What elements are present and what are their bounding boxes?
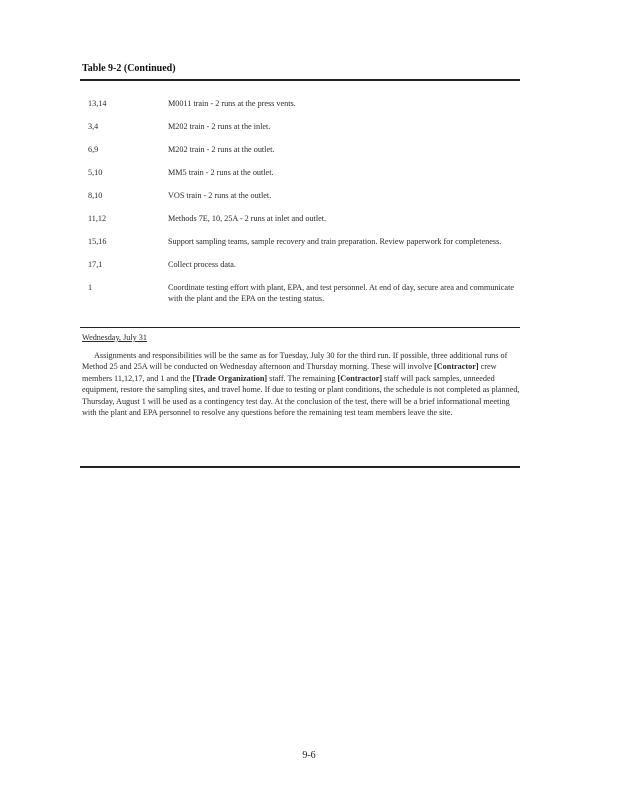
bottom-rule <box>80 466 520 468</box>
contractor-placeholder: [Contractor] <box>434 362 479 372</box>
assignment-text: MM5 train - 2 runs at the outlet. <box>168 168 274 177</box>
table-row <box>88 213 520 224</box>
top-rule <box>80 79 520 81</box>
table-row <box>88 144 520 155</box>
assignment-text: Coordinate testing effort with plant, EPA, and test personnel. At end of day, secure area and communicate with the plant and the EPA on the testing status. <box>168 283 514 303</box>
assignment-text: M0011 train - 2 runs at the press vents. <box>168 99 296 108</box>
crew-numbers: 6,9 <box>88 145 99 154</box>
crew-numbers: 1 <box>88 283 93 292</box>
crew-numbers: 15,16 <box>88 237 107 246</box>
text-run: staff will pack samples, unneeded equipment, restore the sampling sites, and travel home. If due to testing or plant conditions, the schedule is not completed as planned, Thursday, August 1 will be used as a contingency test day. At the conclusion of the test, there will be a brief informational meeting with the plant and EPA personnel to resolve any questions before the remaining test team members leave the site. <box>82 373 520 418</box>
section-paragraph <box>82 350 520 418</box>
assignment-table <box>88 98 520 304</box>
assignment-text: Collect process data. <box>168 260 236 269</box>
assignment-text: M202 train - 2 runs at the inlet. <box>168 122 271 131</box>
text-run: staff. The remaining <box>267 373 338 383</box>
table-row <box>88 190 520 201</box>
text-run: crew members 11,12,17, and 1 and the <box>82 362 497 383</box>
crew-numbers: 3,4 <box>88 122 99 131</box>
crew-numbers: 11,12 <box>88 214 107 223</box>
crew-numbers: 8,10 <box>88 191 103 200</box>
table-row <box>88 236 520 247</box>
section-heading: Wednesday, July 31 <box>82 333 147 342</box>
crew-numbers: 13,14 <box>88 99 107 108</box>
crew-numbers: 5,10 <box>88 168 103 177</box>
paragraph-text <box>82 350 520 418</box>
trade-organization-placeholder: [Trade Organization] <box>192 373 268 383</box>
assignment-text: Support sampling teams, sample recovery and train preparation. Review paperwork for completeness. <box>168 237 502 246</box>
assignment-text: VOS train - 2 runs at the outlet. <box>168 191 272 200</box>
contractor-placeholder: [Contractor] <box>337 373 383 383</box>
crew-numbers: 17,1 <box>88 260 103 269</box>
table-title: Table 9-2 (Continued) <box>82 63 176 74</box>
text-run: Assignments and responsibilities will be the same as for Tuesday, July 30 for the third run. If possible, three additional runs of Method 25 and 25A will be conducted on Wednesday afternoon and Thursday morning. These will involve <box>82 351 508 372</box>
middle-rule <box>80 327 520 328</box>
assignment-text: Methods 7E, 10, 25A - 2 runs at inlet and outlet. <box>168 214 327 223</box>
table-row <box>88 98 520 109</box>
table-row <box>88 167 520 178</box>
table-row <box>88 282 520 304</box>
page-number: 9-6 <box>302 750 316 761</box>
table-row <box>88 121 520 132</box>
assignment-text: M202 train - 2 runs at the outlet. <box>168 145 275 154</box>
table-row <box>88 259 520 270</box>
